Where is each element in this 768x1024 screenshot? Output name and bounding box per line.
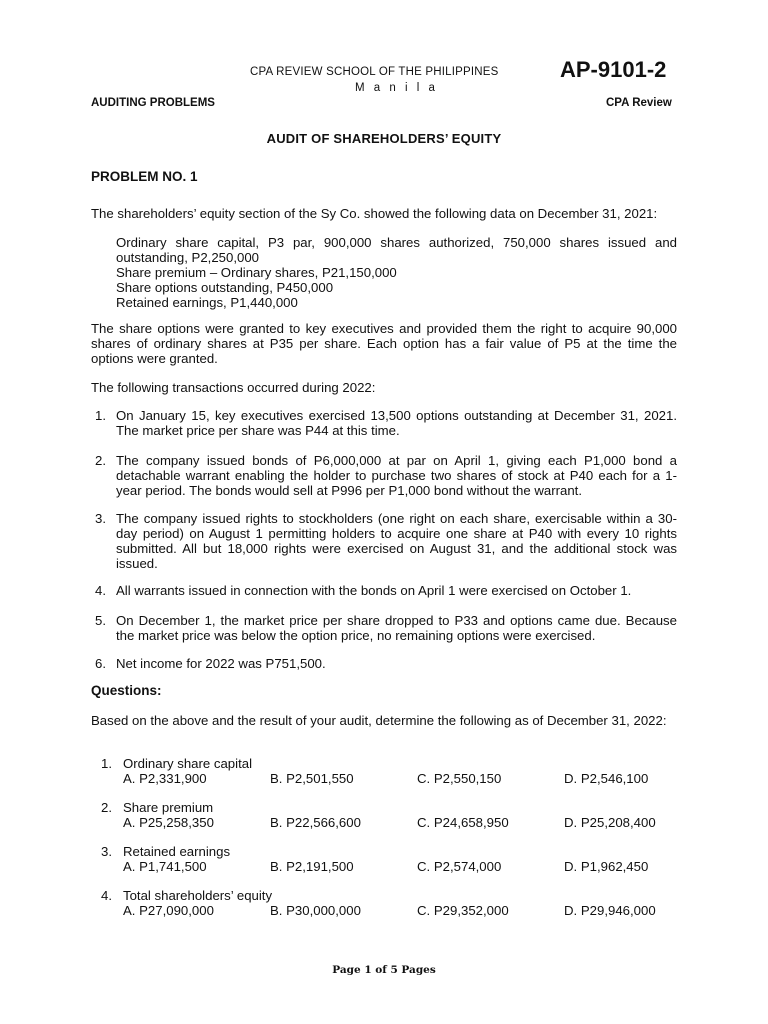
page-title: AUDIT OF SHAREHOLDERS’ EQUITY [266, 131, 502, 146]
question-stem: Retained earnings [123, 844, 231, 859]
question-stem: Share premium [123, 800, 214, 815]
answer-option-c: C. P24,658,950 [417, 815, 509, 830]
answer-option-a: A. P2,331,900 [123, 771, 207, 786]
transaction-number: 3. [95, 511, 106, 526]
transaction-text: On January 15, key executives exercised 13,500 options outstanding at December 31, 2021. The market price per share was P44 at this time. [116, 408, 677, 438]
answer-option-b: B. P22,566,600 [270, 815, 361, 830]
transaction-text: The company issued bonds of P6,000,000 at par on April 1, giving each P1,000 bond a detachable warrant enabling the holder to purchase two shares of stock at P40 each for a 1-year period. The bonds would sell at P996 per P1,000 bond without the warrant. [116, 453, 677, 498]
question-number: 1. [101, 756, 112, 771]
transaction-item [91, 583, 677, 598]
question-number: 4. [101, 888, 112, 903]
answer-option-c: C. P29,352,000 [417, 903, 509, 918]
transaction-text: The company issued rights to stockholders (one right on each share, exercisable within a 30-day period) on August 1 permitting holders to acquire one share at P40 with every 10 rights submitted. All but 18,000 rights were exercised on August 31, and the additional stock was issued. [116, 511, 677, 571]
transaction-text: On December 1, the market price per share dropped to P33 and options came due. Because the market price was below the option price, no remaining options were exercised. [116, 613, 677, 643]
answer-option-c: C. P2,550,150 [417, 771, 502, 786]
question-item [91, 844, 677, 874]
problem-heading: PROBLEM NO. 1 [91, 169, 198, 184]
answer-option-a: A. P25,258,350 [123, 815, 214, 830]
transaction-number: 1. [95, 408, 106, 423]
questions-intro: Based on the above and the result of your audit, determine the following as of December 31, 2022: [91, 713, 667, 728]
question-stem: Ordinary share capital [123, 756, 253, 771]
transaction-item [91, 511, 677, 571]
equity-list [116, 235, 677, 310]
transaction-number: 6. [95, 656, 106, 671]
question-item [91, 756, 677, 786]
equity-item: Share options outstanding, P450,000 [116, 280, 334, 295]
answer-option-a: A. P27,090,000 [123, 903, 214, 918]
transaction-text: Net income for 2022 was P751,500. [116, 656, 326, 671]
document-code: AP-9101-2 [560, 57, 667, 82]
answer-option-a: A. P1,741,500 [123, 859, 207, 874]
answer-option-c: C. P2,574,000 [417, 859, 502, 874]
answer-option-b: B. P2,191,500 [270, 859, 354, 874]
course-label: CPA Review [606, 97, 672, 109]
question-item [91, 800, 677, 830]
school-city: M a n i l a [355, 82, 438, 94]
transaction-item [91, 408, 677, 438]
answer-option-d: D. P1,962,450 [564, 859, 649, 874]
answer-option-b: B. P30,000,000 [270, 903, 361, 918]
transaction-item [91, 453, 677, 498]
answer-option-d: D. P2,546,100 [564, 771, 649, 786]
equity-item: Share premium – Ordinary shares, P21,150,000 [116, 265, 397, 280]
transaction-number: 2. [95, 453, 106, 468]
transaction-number: 4. [95, 583, 106, 598]
question-stem: Total shareholders’ equity [123, 888, 273, 903]
questions-heading: Questions: [91, 683, 162, 698]
options-paragraph: The share options were granted to key executives and provided them the right to acquire 90,000 shares of ordinary shares at P35 per share. Each option has a fair value of P5 at the time the options were granted. [91, 321, 677, 366]
question-number: 2. [101, 800, 112, 815]
transaction-text: All warrants issued in connection with the bonds on April 1 were exercised on October 1. [116, 583, 632, 598]
intro-paragraph: The shareholders’ equity section of the Sy Co. showed the following data on December 31, 2021: [91, 206, 658, 221]
equity-item: Ordinary share capital, P3 par, 900,000 shares authorized, 750,000 shares issued and outstanding, P2,250,000 [116, 235, 677, 265]
answer-option-b: B. P2,501,550 [270, 771, 354, 786]
answer-option-d: D. P29,946,000 [564, 903, 656, 918]
page-footer: Page 1 of 5 Pages [332, 964, 436, 976]
equity-item: Retained earnings, P1,440,000 [116, 295, 298, 310]
subject-label: AUDITING PROBLEMS [91, 97, 215, 109]
question-number: 3. [101, 844, 112, 859]
transactions-intro: The following transactions occurred during 2022: [91, 380, 376, 395]
transaction-number: 5. [95, 613, 106, 628]
school-name: CPA REVIEW SCHOOL OF THE PHILIPPINES [250, 66, 499, 78]
question-item [91, 888, 677, 918]
transaction-item [91, 656, 677, 671]
transaction-item [91, 613, 677, 643]
answer-option-d: D. P25,208,400 [564, 815, 656, 830]
